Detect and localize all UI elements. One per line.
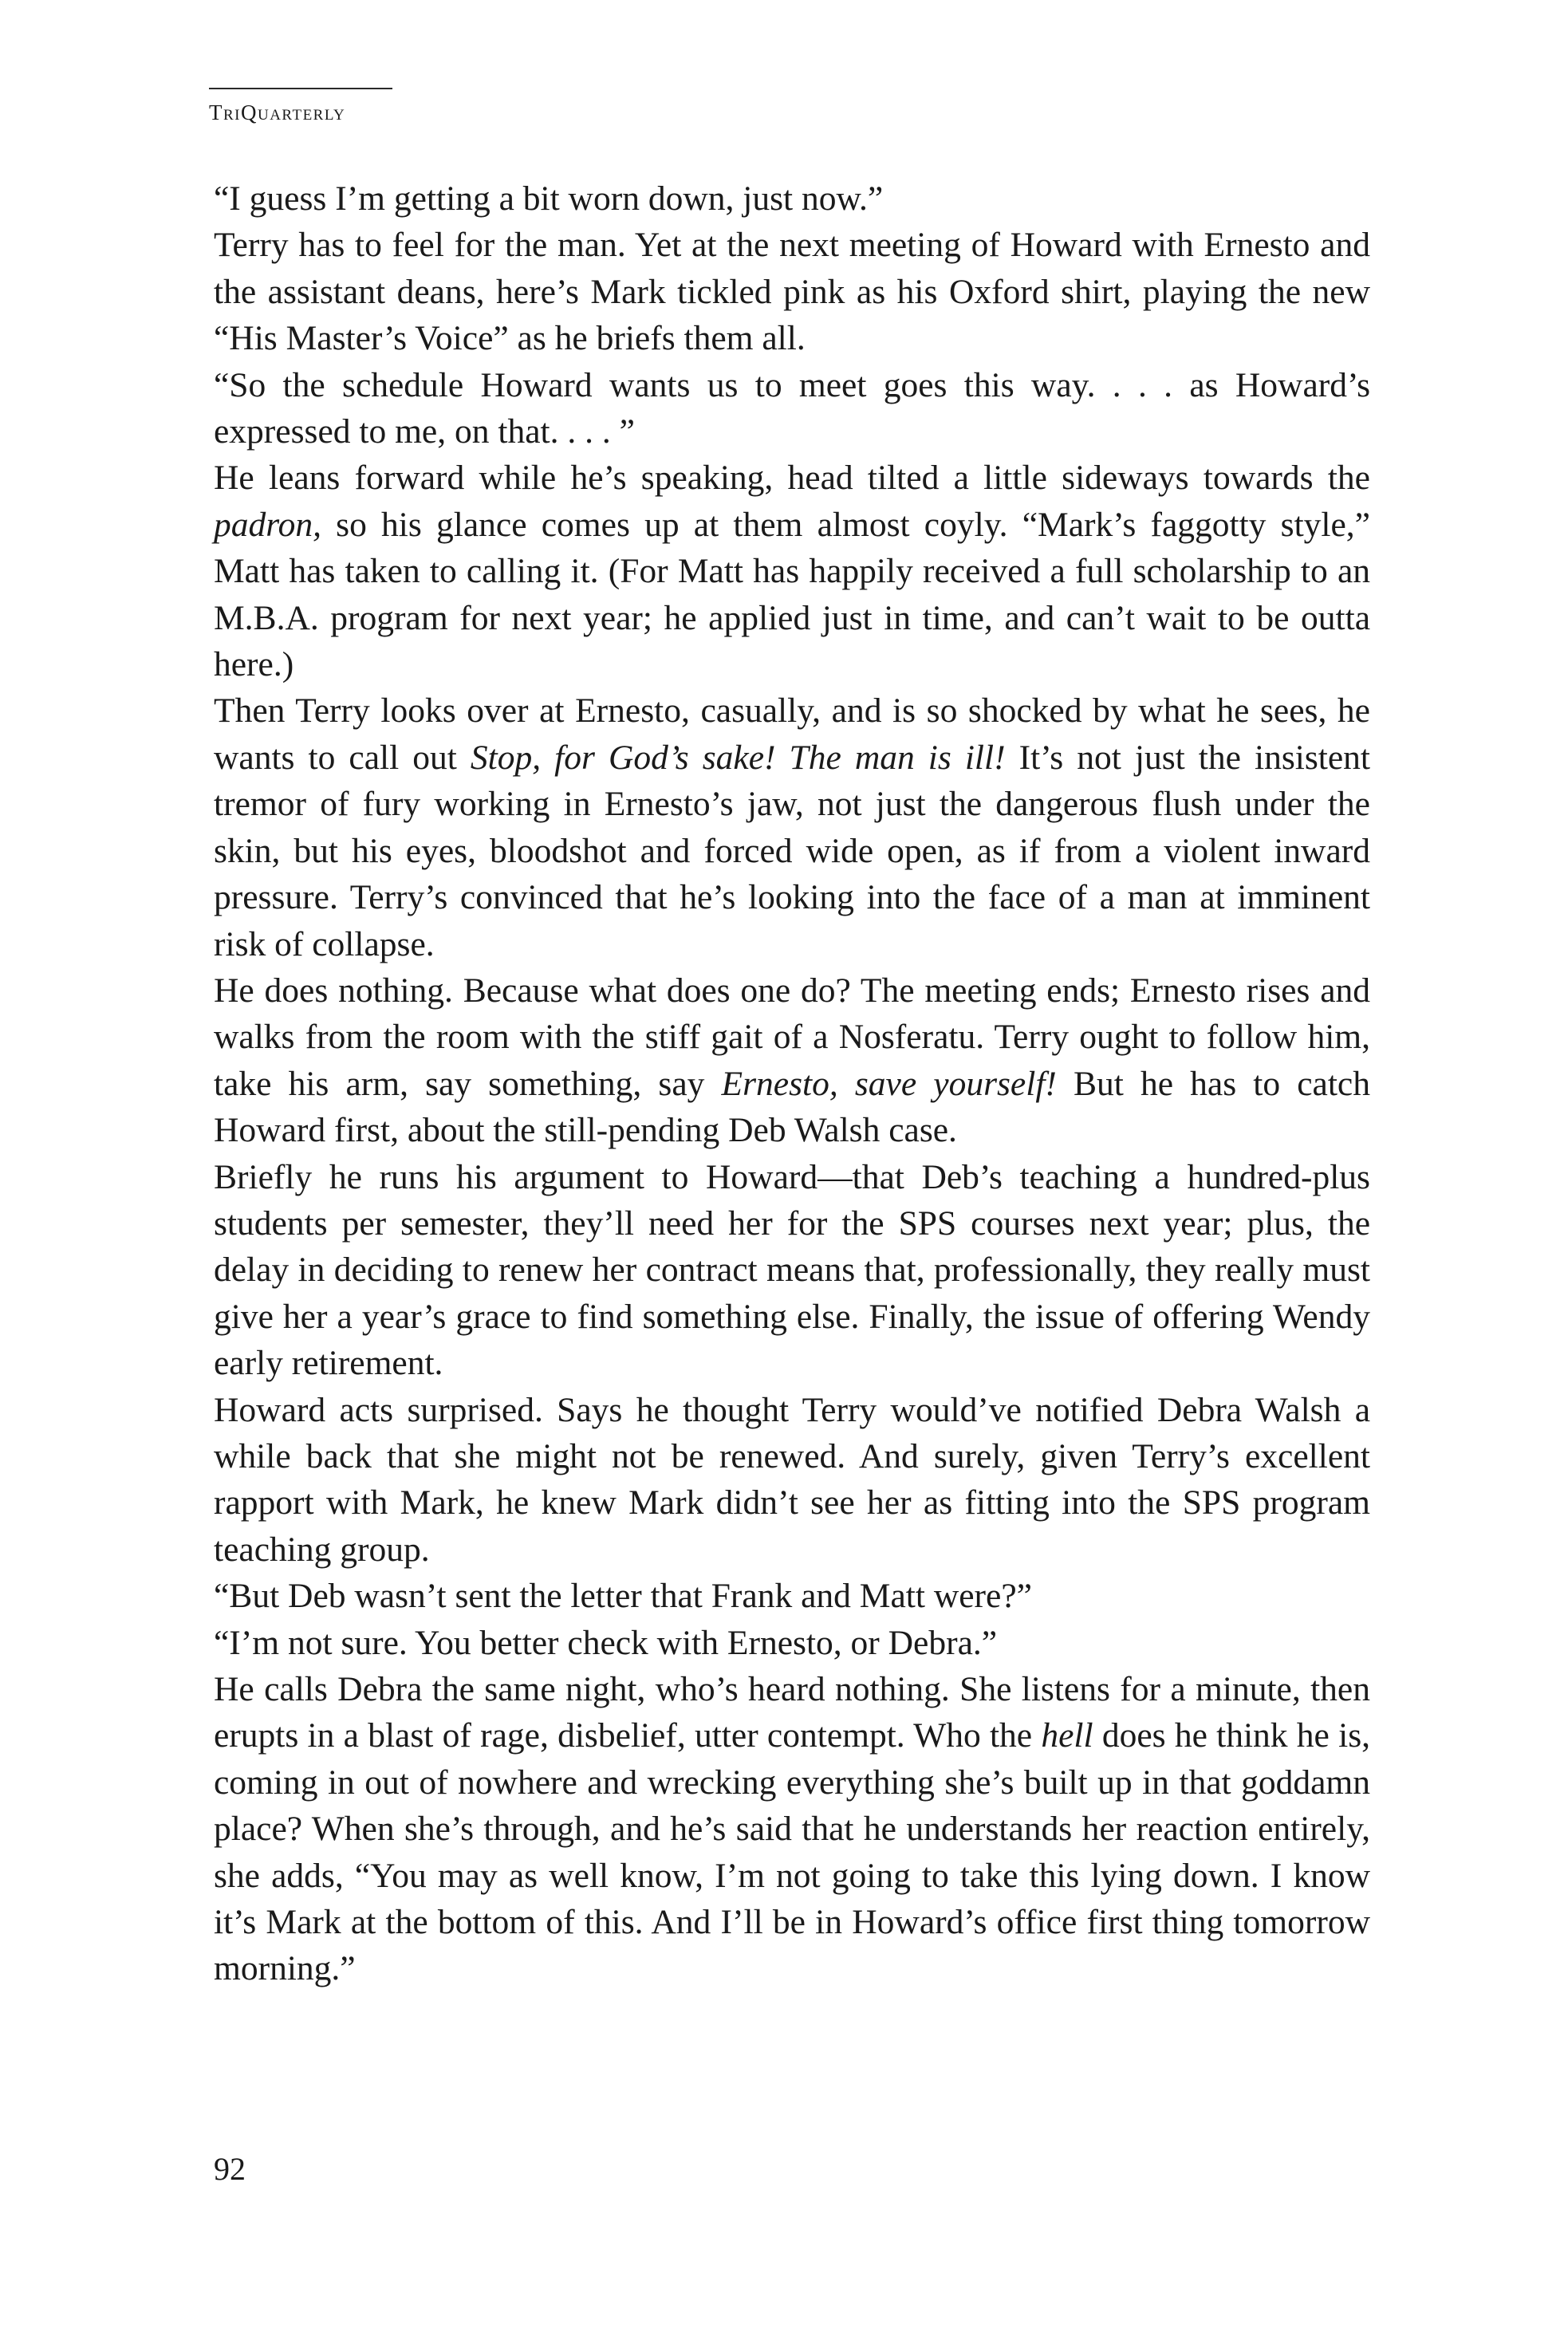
paragraph (214, 362, 1370, 455)
text-run: It’s not just the insistent tremor of fury working in Ernesto’s jaw, not just the dangerous flush under the skin, but his eyes, bloodshot and forced wide open, as if from a violent inward pressure. Terry’s convinced that he’s looking into the face of a man at imminent risk of collapse. (214, 738, 1370, 963)
paragraph (214, 455, 1370, 687)
text-run: Terry has to feel for the man. Yet at the next meeting of Howard with Ernesto and the assistant deans, here’s Mark tickled pink as his Oxford shirt, playing the new “His Master’s Voice” as he briefs them all. (214, 226, 1370, 358)
paragraph (214, 1154, 1370, 1387)
italic-text: padron, (214, 505, 321, 544)
text-run: “But Deb wasn’t sent the letter that Frank and Matt were?” (214, 1577, 1032, 1616)
paragraph (214, 687, 1370, 967)
running-head-rule (209, 88, 392, 89)
text-run: “I guess I’m getting a bit worn down, just now.” (214, 179, 884, 218)
paragraph (214, 1620, 1370, 1666)
paragraph (214, 175, 1370, 222)
text-run: He leans forward while he’s speaking, head tilted a little sideways towards the (214, 459, 1370, 498)
text-run: He does nothing. Because what does one do? The meeting ends; Ernesto rises and walks from the room with the stiff gait of a Nosferatu. Terry ought to follow him, take his arm, say something, say (214, 971, 1370, 1103)
text-run: He calls Debra the same night, who’s heard nothing. She listens for a minute, then erupts in a blast of rage, disbelief, utter contempt. Who the (214, 1670, 1370, 1755)
text-run: “I’m not sure. You better check with Ernesto, or Debra.” (214, 1623, 998, 1662)
page-number: 92 (214, 2151, 246, 2187)
journal-title: TriQuarterly (209, 100, 346, 124)
paragraph (214, 967, 1370, 1154)
italic-text: Stop, for God’s sake! The man is ill! (470, 738, 1006, 777)
running-head (209, 88, 392, 125)
text-run: Then Terry looks over at Ernesto, casually, and is so shocked by what he sees, he wants to call out (214, 691, 1370, 777)
paragraph (214, 222, 1370, 361)
text-run: But he has to catch Howard first, about the still-pending Deb Walsh case. (214, 1064, 1370, 1150)
text-run: Howard acts surprised. Says he thought Terry would’ve notified Debra Walsh a while back that she might not be renewed. And surely, given Terry’s excellent rapport with Mark, he knew Mark didn’t see her as fitting into the SPS program teaching group. (214, 1390, 1370, 1569)
text-run: Briefly he runs his argument to Howard—that Deb’s teaching a hundred-plus students per semester, they’ll need her for the SPS courses next year; plus, the delay in deciding to renew her contract means that, professionally, they really must give her a year’s grace to find something else. Finally, the issue of offering Wendy early retirement. (214, 1157, 1370, 1383)
body-text (214, 175, 1370, 1992)
text-run: does he think he is, coming in out of nowhere and wrecking everything she’s built up in that goddamn place? When she’s through, and he’s said that he understands her reaction entirely, she adds, “You may as well know, I’m not going to take this lying down. I know it’s Mark at the bottom of this. And I’ll be in Howard’s office first thing tomorrow morning.” (214, 1716, 1370, 1988)
paragraph (214, 1387, 1370, 1574)
text-run: so his glance comes up at them almost coyly. “Mark’s faggotty style,” Matt has taken to calling it. (For Matt has happily received a full scholarship to an M.B.A. program for next year; he applied just in time, and can’t wait to be outta here.) (214, 505, 1370, 684)
text-run: “So the schedule Howard wants us to meet goes this way. . . . as Howard’s expressed to me, on that. . . . ” (214, 365, 1370, 451)
italic-text: Ernesto, save yourself! (721, 1064, 1057, 1103)
italic-text: hell (1041, 1716, 1093, 1755)
paragraph (214, 1573, 1370, 1619)
paragraph (214, 1666, 1370, 1992)
